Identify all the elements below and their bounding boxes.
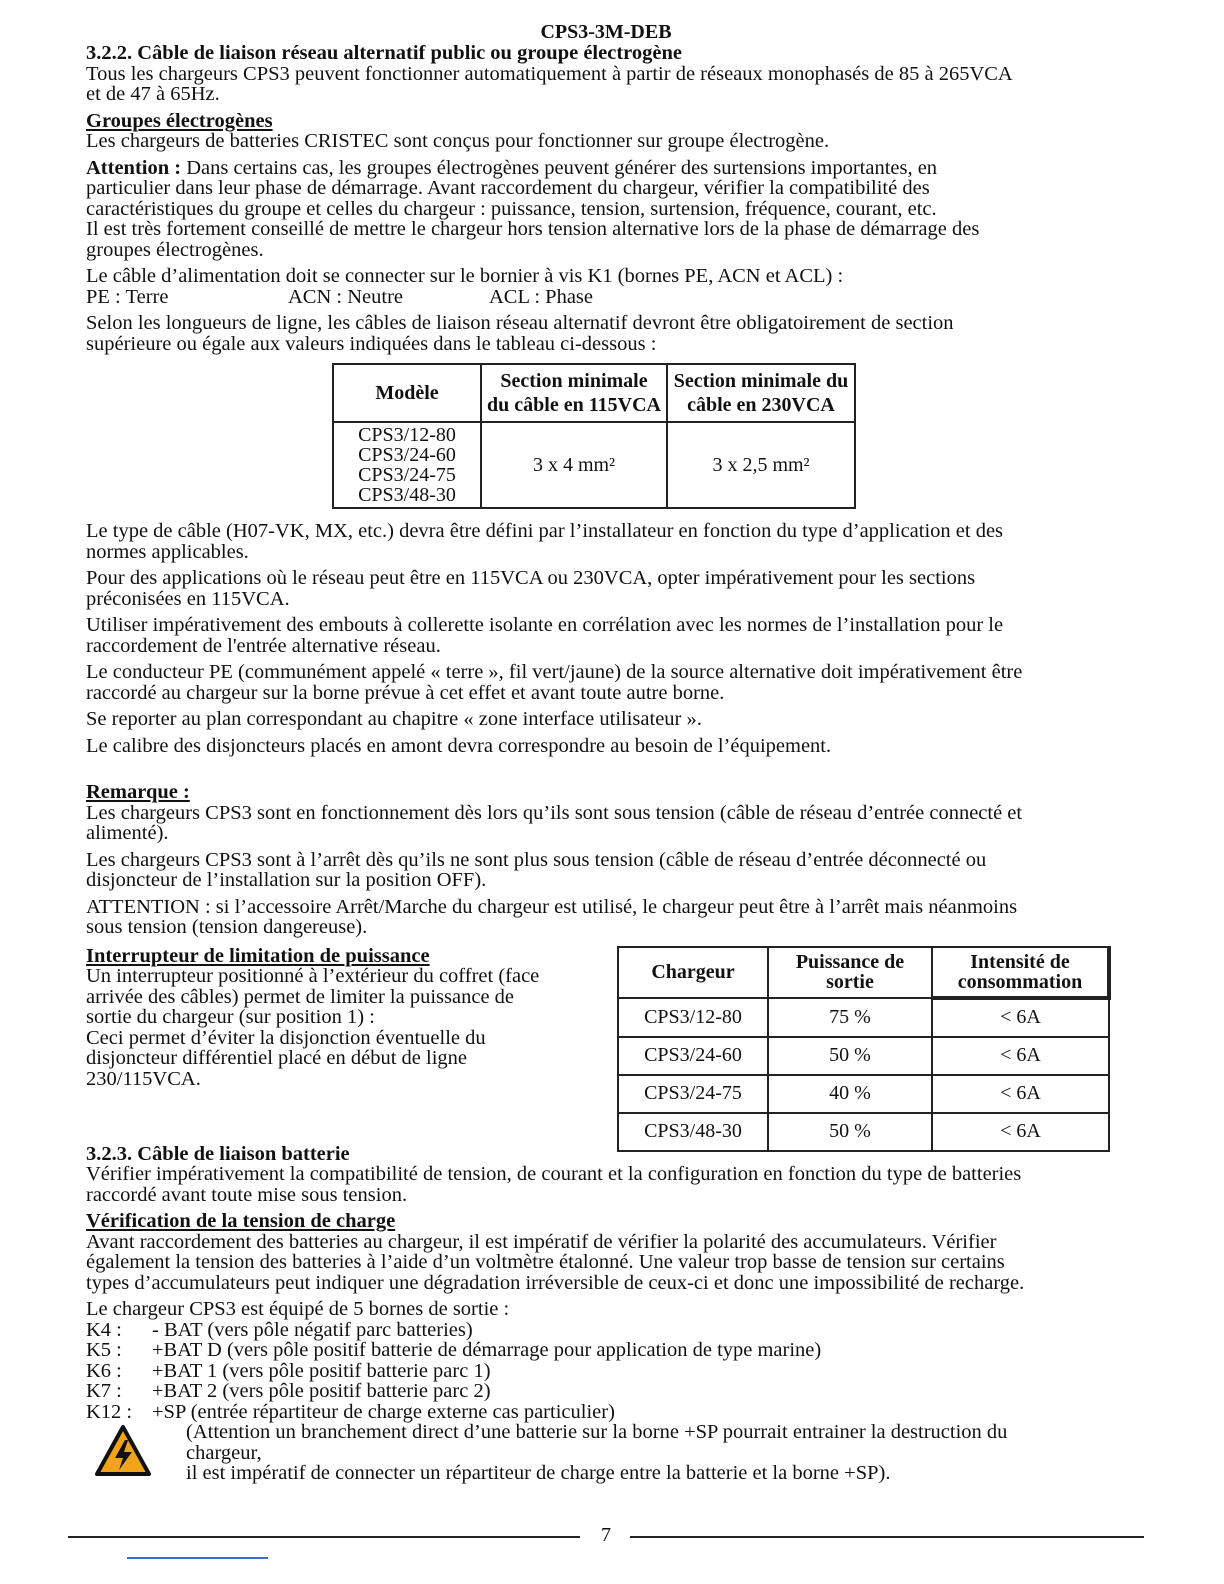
section-322-heading: 3.2.2. Câble de liaison réseau alternatif public ou groupe électrogène: [86, 42, 682, 64]
terminal-desc: +BAT D (vers pôle positif batterie de démarrage pour application de type marine): [152, 1339, 822, 1361]
section-230-value: 3 x 2,5 mm²: [667, 422, 855, 508]
table-row: [618, 1037, 1109, 1075]
table-header-model: Modèle: [333, 364, 481, 422]
terminal-desc: +BAT 2 (vers pôle positif batterie parc 2): [152, 1380, 491, 1402]
attention-line-5: groupes électrogènes.: [86, 238, 264, 261]
reporter-text: Se reporter au plan correspondant au chapitre « zone interface utilisateur ».: [86, 708, 702, 730]
terminal-desc: - BAT (vers pôle négatif parc batteries): [152, 1318, 473, 1341]
page-number: 7: [601, 1524, 611, 1546]
type-line-2: normes applicables.: [86, 540, 249, 563]
page-header-title: CPS3-3M-DEB: [540, 21, 672, 43]
table-header-230-line1: Section minimale du: [673, 370, 849, 392]
table-models-cell: [333, 422, 481, 508]
terminal-desc: +SP (entrée répartiteur de charge externe cas particulier): [152, 1400, 615, 1423]
t2-header-intensite-line2: consommation: [957, 970, 1083, 993]
t2-header-chargeur: Chargeur: [618, 947, 768, 998]
table-header-115-line2: du câble en 115VCA: [487, 394, 661, 416]
terminal-id: K6 :: [86, 1359, 122, 1382]
sp-warning-text: [186, 1422, 1007, 1484]
pe-line-1: Le conducteur PE (communément appelé « terre », fil vert/jaune) de la source alternative doit impérativement être: [86, 661, 1023, 683]
attention-line-4: Il est très fortement conseillé de mettre le chargeur hors tension alternative lors de la phase de démarrage des: [86, 218, 980, 240]
pe-line-2: raccordé au chargeur sur la borne prévue à cet effet et avant toute autre borne.: [86, 681, 725, 704]
attention-label: Attention :: [86, 156, 182, 179]
section-323-heading: 3.2.3. Câble de liaison batterie: [86, 1142, 350, 1165]
warning-line-1: (Attention un branchement direct d’une batterie sur la borne +SP pourrait entrainer la destruction du: [186, 1421, 1008, 1443]
row-intensite: < 6A: [932, 1037, 1109, 1075]
row-intensite: < 6A: [932, 1075, 1109, 1113]
remarque-p2-line-2: disjoncteur de l’installation sur la position OFF).: [86, 869, 487, 891]
remarque-title: Remarque :: [86, 781, 190, 803]
table-row: [618, 998, 1109, 1037]
t2-header-puissance-line2: sortie: [826, 971, 874, 993]
acl-label: ACL : Phase: [489, 285, 594, 308]
terminal-id: K4 :: [86, 1318, 122, 1341]
list-item: [86, 1402, 1126, 1423]
document-page: [86, 22, 1126, 1484]
intro-line-2: et de 47 à 65Hz.: [86, 83, 220, 105]
terminal-id: K12 :: [86, 1400, 133, 1423]
selon-line-1: Selon les longueurs de ligne, les câbles de liaison réseau alternatif devront être obligatoirement de section: [86, 312, 954, 334]
power-limit-section: [86, 946, 1126, 1144]
generators-text: Les chargeurs de batteries CRISTEC sont conçus pour fonctionner sur groupe électrogène.: [86, 130, 830, 152]
list-item: [86, 1361, 1126, 1382]
model-item: CPS3/12-80: [358, 424, 456, 446]
power-limit-table: [617, 946, 1111, 1152]
bornes-intro: Le chargeur CPS3 est équipé de 5 bornes de sortie :: [86, 1298, 510, 1320]
calibre-text: Le calibre des disjoncteurs placés en amont devra correspondre au besoin de l’équipement.: [86, 734, 832, 757]
intro-line-1: Tous les chargeurs CPS3 peuvent fonctionner automatiquement à partir de réseaux monophasés de 85 à 265VCA: [86, 62, 1013, 85]
row-puissance: 50 %: [768, 1037, 932, 1075]
model-item: CPS3/24-75: [358, 464, 456, 486]
t2-header-puissance: [768, 947, 932, 998]
list-item: [86, 1340, 1126, 1361]
power-limit-title: Interrupteur de limitation de puissance: [86, 944, 430, 967]
power-limit-line: disjoncteur différentiel placé en début de ligne: [86, 1047, 468, 1069]
bottom-link-rule: [127, 1557, 268, 1559]
row-chargeur: CPS3/48-30: [618, 1113, 768, 1151]
t2-header-intensite-line1: Intensité de: [970, 950, 1070, 973]
apps-line-2: préconisées en 115VCA.: [86, 587, 290, 610]
terminal-id: K5 :: [86, 1339, 122, 1361]
cable-section-table: [332, 363, 856, 509]
power-limit-line: sortie du chargeur (sur position 1) :: [86, 1006, 375, 1028]
terminal-id: K7 :: [86, 1380, 122, 1402]
row-puissance: 50 %: [768, 1113, 932, 1151]
remarque-p1-line-2: alimenté).: [86, 822, 169, 844]
row-puissance: 75 %: [768, 998, 932, 1037]
verification-line-3: types d’accumulateurs peut indiquer une dégradation irréversible de ceux-ci et donc une impossibilité de recharge.: [86, 1271, 1025, 1294]
warning-line-3: il est impératif de connecter un répartiteur de charge entre la batterie et la borne +SP).: [186, 1462, 891, 1484]
remarque-p1-line-1: Les chargeurs CPS3 sont en fonctionnement dès lors qu’ils sont sous tension (câble de réseau d’entrée connecté et: [86, 801, 1023, 824]
high-voltage-warning-icon: [86, 1422, 186, 1484]
row-chargeur: CPS3/12-80: [618, 998, 768, 1037]
apps-line-1: Pour des applications où le réseau peut être en 115VCA ou 230VCA, opter impérativement pour les sections: [86, 567, 976, 589]
type-line-1: Le type de câble (H07-VK, MX, etc.) devra être défini par l’installateur en fonction du type d’application et des: [86, 520, 1004, 542]
table-header-115: [481, 364, 667, 422]
verification-line-1: Avant raccordement des batteries au chargeur, il est impératif de vérifier la polarité des accumulateurs. Vérifier: [86, 1230, 997, 1253]
power-limit-line: Un interrupteur positionné à l’extérieur du coffret (face: [86, 965, 540, 987]
remarque-p2-line-1: Les chargeurs CPS3 sont à l’arrêt dès qu’ils ne sont plus sous tension (câble de réseau d’entrée déconnecté ou: [86, 848, 987, 871]
page-footer: [68, 1523, 1144, 1551]
warning-line-2: chargeur,: [186, 1441, 262, 1464]
row-chargeur: CPS3/24-75: [618, 1075, 768, 1113]
power-limit-line: arrivée des câbles) permet de limiter la puissance de: [86, 985, 515, 1008]
power-limit-text: [86, 946, 596, 1090]
row-chargeur: CPS3/24-60: [618, 1037, 768, 1075]
power-limit-line: 230/115VCA.: [86, 1067, 201, 1090]
generators-title: Groupes électrogènes: [86, 109, 273, 132]
attention-text-1: Dans certains cas, les groupes électrogènes peuvent générer des surtensions importantes, en: [181, 156, 938, 179]
t2-header-puissance-line1: Puissance de: [795, 951, 905, 973]
sp-warning: [86, 1422, 1126, 1484]
section-115-value: 3 x 4 mm²: [481, 422, 667, 508]
list-item: [86, 1381, 1126, 1402]
row-puissance: 40 %: [768, 1075, 932, 1113]
embouts-line-2: raccordement de l'entrée alternative réseau.: [86, 634, 441, 657]
row-intensite: < 6A: [932, 998, 1109, 1037]
terminal-desc: +BAT 1 (vers pôle positif batterie parc 1): [152, 1359, 491, 1382]
selon-line-2: supérieure ou égale aux valeurs indiquées dans le tableau ci-dessous :: [86, 332, 657, 355]
acn-label: ACN : Neutre: [288, 285, 404, 308]
remarque-p3-line-1: ATTENTION : si l’accessoire Arrêt/Marche du chargeur est utilisé, le chargeur peut être à l’arrêt mais néanmoins: [86, 895, 1018, 918]
model-item: CPS3/24-60: [358, 444, 456, 466]
verification-line-2: également la tension des batteries à l’aide d’un voltmètre étalonné. Une valeur trop basse de tension sur certains: [86, 1251, 1005, 1273]
remarque-p3-line-2: sous tension (tension dangereuse).: [86, 916, 368, 938]
table-header-230: [667, 364, 855, 422]
terminal-list: [86, 1320, 1126, 1423]
pe-label: PE : Terre: [86, 285, 169, 308]
cable-text: Le câble d’alimentation doit se connecter sur le bornier à vis K1 (bornes PE, ACN et ACL) :: [86, 265, 844, 287]
row-intensite: < 6A: [932, 1113, 1109, 1151]
attention-line-3: caractéristiques du groupe et celles du chargeur : puissance, tension, surtension, fréquence, courant, etc.: [86, 197, 937, 220]
list-item: [86, 1320, 1126, 1341]
attention-line-1: [86, 158, 1126, 179]
table-header-230-line2: câble en 230VCA: [687, 394, 835, 416]
table-row: [618, 1113, 1109, 1151]
table-row: [618, 1075, 1109, 1113]
embouts-line-1: Utiliser impérativement des embouts à collerette isolante en corrélation avec les normes de l’installation pour le: [86, 614, 1004, 636]
table-header-115-line1: Section minimale: [500, 370, 648, 392]
verification-title: Vérification de la tension de charge: [86, 1210, 396, 1232]
model-item: CPS3/48-30: [358, 484, 456, 506]
attention-line-2: particulier dans leur phase de démarrage. Avant raccordement du chargeur, vérifier la compatibilité des: [86, 177, 930, 199]
s323-p1-line-2: raccordé avant toute mise sous tension.: [86, 1183, 408, 1206]
power-limit-line: Ceci permet d’éviter la disjonction éventuelle du: [86, 1026, 486, 1049]
terminal-legend: [86, 287, 1126, 308]
s323-p1-line-1: Vérifier impérativement la compatibilité de tension, de courant et la configuration en fonction du type de batteries: [86, 1163, 1022, 1185]
t2-header-intensite: [932, 947, 1109, 998]
